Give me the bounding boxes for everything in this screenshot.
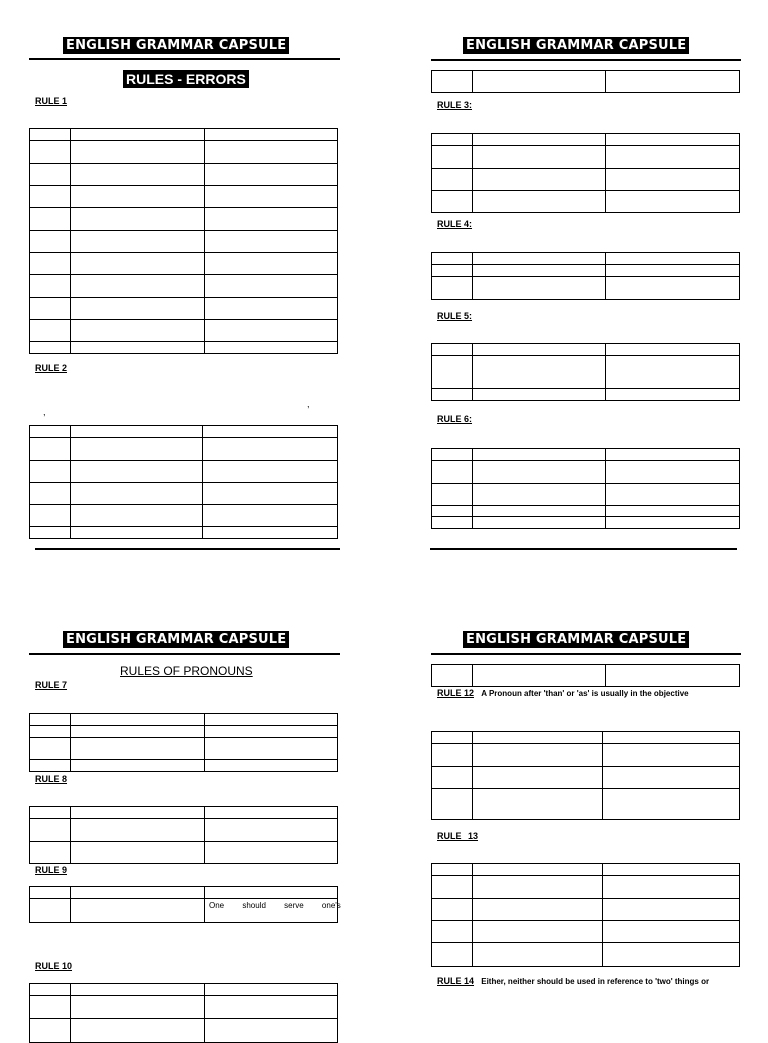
rule-13-label: RULE 13 xyxy=(437,831,479,841)
rule-6-label: RULE 6: xyxy=(437,414,473,424)
top-table xyxy=(431,664,740,687)
rule-13-table xyxy=(431,863,740,967)
divider xyxy=(431,653,741,655)
rule-14-text: Either, neither should be used in reference to 'two' things or xyxy=(481,977,710,986)
rule-2-table xyxy=(29,425,338,539)
rule-10-label: RULE 10 xyxy=(35,961,73,971)
rule-7-table xyxy=(29,713,338,772)
rule-9-label: RULE 9 xyxy=(35,865,68,875)
panel-3-subtitle: RULES OF PRONOUNS xyxy=(120,664,253,678)
comma-mark: , xyxy=(43,407,46,417)
rule-12-label: RULE 12 xyxy=(437,688,475,698)
divider xyxy=(430,548,737,550)
rule-10-table xyxy=(29,983,338,1043)
divider xyxy=(29,653,340,655)
rule-3-table xyxy=(431,133,740,213)
rule-12-line xyxy=(437,688,689,698)
rule-14-line xyxy=(437,976,709,986)
rule-12-text: A Pronoun after 'than' or 'as' is usually in the objective xyxy=(481,689,689,698)
divider xyxy=(29,58,340,60)
rule-5-label: RULE 5: xyxy=(437,311,473,321)
rule-8-label: RULE 8 xyxy=(35,774,68,784)
rule-12-table xyxy=(431,731,740,820)
rule-2-label: RULE 2 xyxy=(35,363,68,373)
top-table xyxy=(431,70,740,93)
rule-6-table xyxy=(431,448,740,529)
rule-7-label: RULE 7 xyxy=(35,680,68,690)
rule-1-label: RULE 1 xyxy=(35,96,68,106)
panel-3-title: ENGLISH GRAMMAR CAPSULE xyxy=(63,631,289,648)
comma-mark: , xyxy=(307,399,310,409)
rule-8-table xyxy=(29,806,338,864)
divider xyxy=(35,548,340,550)
rule-4-table xyxy=(431,252,740,300)
panel-1-title: ENGLISH GRAMMAR CAPSULE xyxy=(63,37,289,54)
panel-1-subtitle: RULES - ERRORS xyxy=(123,70,249,88)
divider xyxy=(431,59,741,61)
rule-5-table xyxy=(431,343,740,401)
rule-9-table xyxy=(29,886,341,923)
rule-9-cell-text: One should serve one's xyxy=(209,901,341,910)
panel-4-title: ENGLISH GRAMMAR CAPSULE xyxy=(463,631,689,648)
rule-3-label: RULE 3: xyxy=(437,100,473,110)
panel-2-title: ENGLISH GRAMMAR CAPSULE xyxy=(463,37,689,54)
rule-1-table xyxy=(29,128,338,354)
rule-14-label: RULE 14 xyxy=(437,976,475,986)
rule-4-label: RULE 4: xyxy=(437,219,473,229)
